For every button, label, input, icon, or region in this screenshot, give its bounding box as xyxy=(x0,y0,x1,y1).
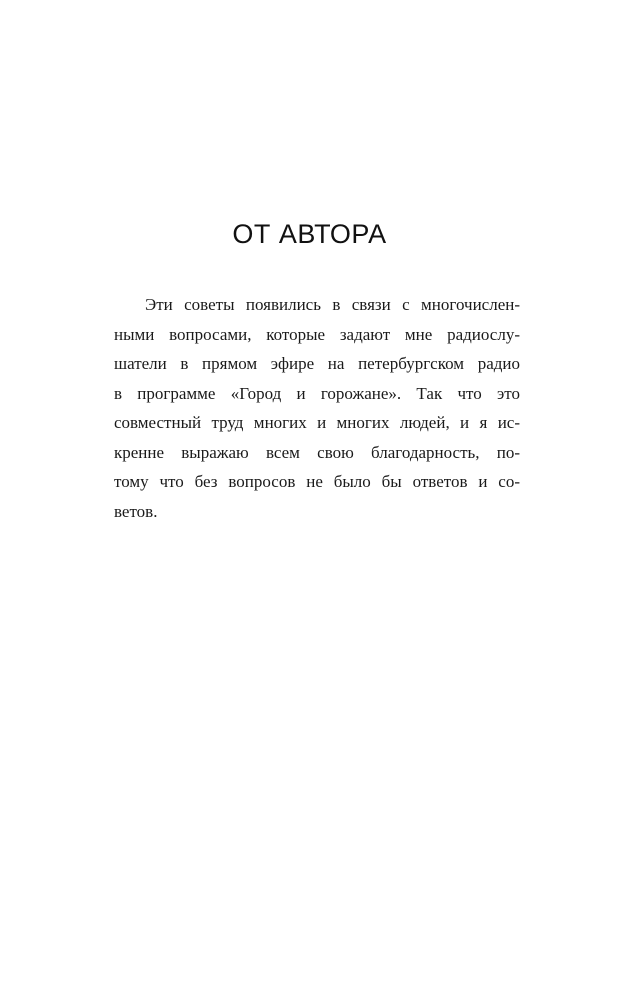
paragraph-line: ными вопросами, которые задают мне радиослу- xyxy=(114,324,520,344)
paragraph-line: тому что без вопросов не было бы ответов и со- xyxy=(114,472,520,491)
paragraph-line: ветов. xyxy=(114,501,158,521)
page-heading: ОТ АВТОРА xyxy=(232,219,387,249)
paragraph-line: кренне выражаю всем свою благодарность, по- xyxy=(114,442,520,462)
paragraph-line: совместный труд многих и многих людей, и я ис- xyxy=(114,413,520,432)
paragraph-line: в программе «Город и горожане». Так что это xyxy=(114,383,520,403)
paragraph-line: шатели в прямом эфире на петербургском радио xyxy=(114,354,520,373)
author-foreword-paragraph xyxy=(114,290,520,526)
paragraph-line: Эти советы появились в связи с многочислен- xyxy=(145,295,520,314)
